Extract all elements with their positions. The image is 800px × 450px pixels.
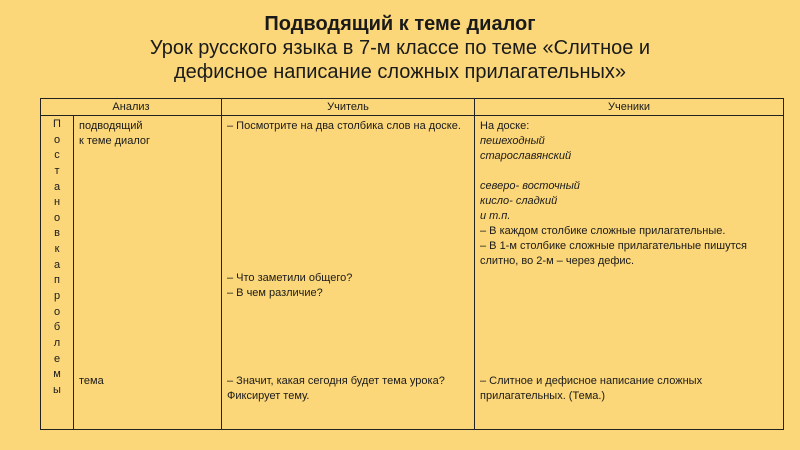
vertical-letter: о xyxy=(53,305,61,318)
lesson-table xyxy=(40,98,784,430)
vertical-letter: а xyxy=(53,258,61,271)
board-word: северо- восточный xyxy=(480,180,580,192)
board-words xyxy=(480,119,779,269)
board-word: кисло- сладкий xyxy=(480,195,558,207)
analysis-text: подводящий xyxy=(79,120,143,132)
teacher-text: – Посмотрите на два столбика слов на доске. xyxy=(227,120,461,132)
vertical-letter: к xyxy=(54,243,60,256)
vertical-letter: р xyxy=(53,290,61,303)
vertical-letter: т xyxy=(54,164,60,177)
teacher-text: – Значит, какая сегодня будет тема урока? xyxy=(227,375,445,387)
table-row xyxy=(41,116,784,430)
vertical-letter: л xyxy=(53,336,61,349)
vertical-letter: с xyxy=(54,149,60,162)
teacher-cell xyxy=(222,116,475,430)
teacher-remark-3 xyxy=(227,374,470,404)
pupils-answer-topic xyxy=(480,374,779,404)
vertical-letter: п xyxy=(54,274,60,287)
pupils-answer: – Слитное и дефисное написание сложных прилагательных. (Тема.) xyxy=(480,375,703,402)
vertical-letter: н xyxy=(53,196,61,209)
board-word: пешеходный xyxy=(480,135,545,147)
vertical-letter: о xyxy=(53,211,61,224)
teacher-text: – В чем различие? xyxy=(227,287,323,299)
pupils-cell xyxy=(475,116,784,430)
vertical-letter: ы xyxy=(53,383,61,396)
board-word: и т.п. xyxy=(480,210,511,222)
teacher-text: – Что заметили общего? xyxy=(227,272,353,284)
vertical-letter: о xyxy=(53,133,61,146)
analysis-item-dialog xyxy=(79,119,217,149)
vertical-letter: б xyxy=(53,321,61,334)
vertical-letter: в xyxy=(54,227,60,240)
teacher-remark-2 xyxy=(227,271,470,301)
header-pupils: Ученики xyxy=(475,99,784,116)
board-label: На доске: xyxy=(480,120,530,132)
subtitle-line-2: дефисное написание сложных прилагательных» xyxy=(173,61,627,83)
vertical-letter: е xyxy=(53,352,61,365)
subtitle-line-1: Урок русского языка в 7-м классе по теме «Слитное и xyxy=(149,37,651,59)
title-heading: Подводящий к теме диалог xyxy=(264,13,536,35)
table-header-row xyxy=(41,99,784,116)
analysis-cell xyxy=(74,116,222,430)
pupils-answer: – В 1-м столбике сложные прилагательные пишутся слитно, во 2-м – через дефис. xyxy=(480,240,747,267)
teacher-remark-1 xyxy=(227,119,470,134)
analysis-text: тема xyxy=(79,375,104,387)
header-analysis: Анализ xyxy=(41,99,222,116)
slide-title xyxy=(0,12,800,84)
vertical-letter: П xyxy=(53,118,61,130)
analysis-text: к теме диалог xyxy=(79,135,150,147)
vertical-label xyxy=(41,116,73,399)
teacher-text: Фиксирует тему. xyxy=(227,390,310,402)
pupils-answer: – В каждом столбике сложные прилагательные. xyxy=(480,225,726,237)
board-word: старославянский xyxy=(480,150,572,162)
vertical-letter: м xyxy=(53,368,61,381)
vertical-letter: а xyxy=(53,180,61,193)
analysis-item-topic xyxy=(79,374,217,389)
header-teacher: Учитель xyxy=(222,99,475,116)
vertical-label-cell xyxy=(41,116,74,430)
